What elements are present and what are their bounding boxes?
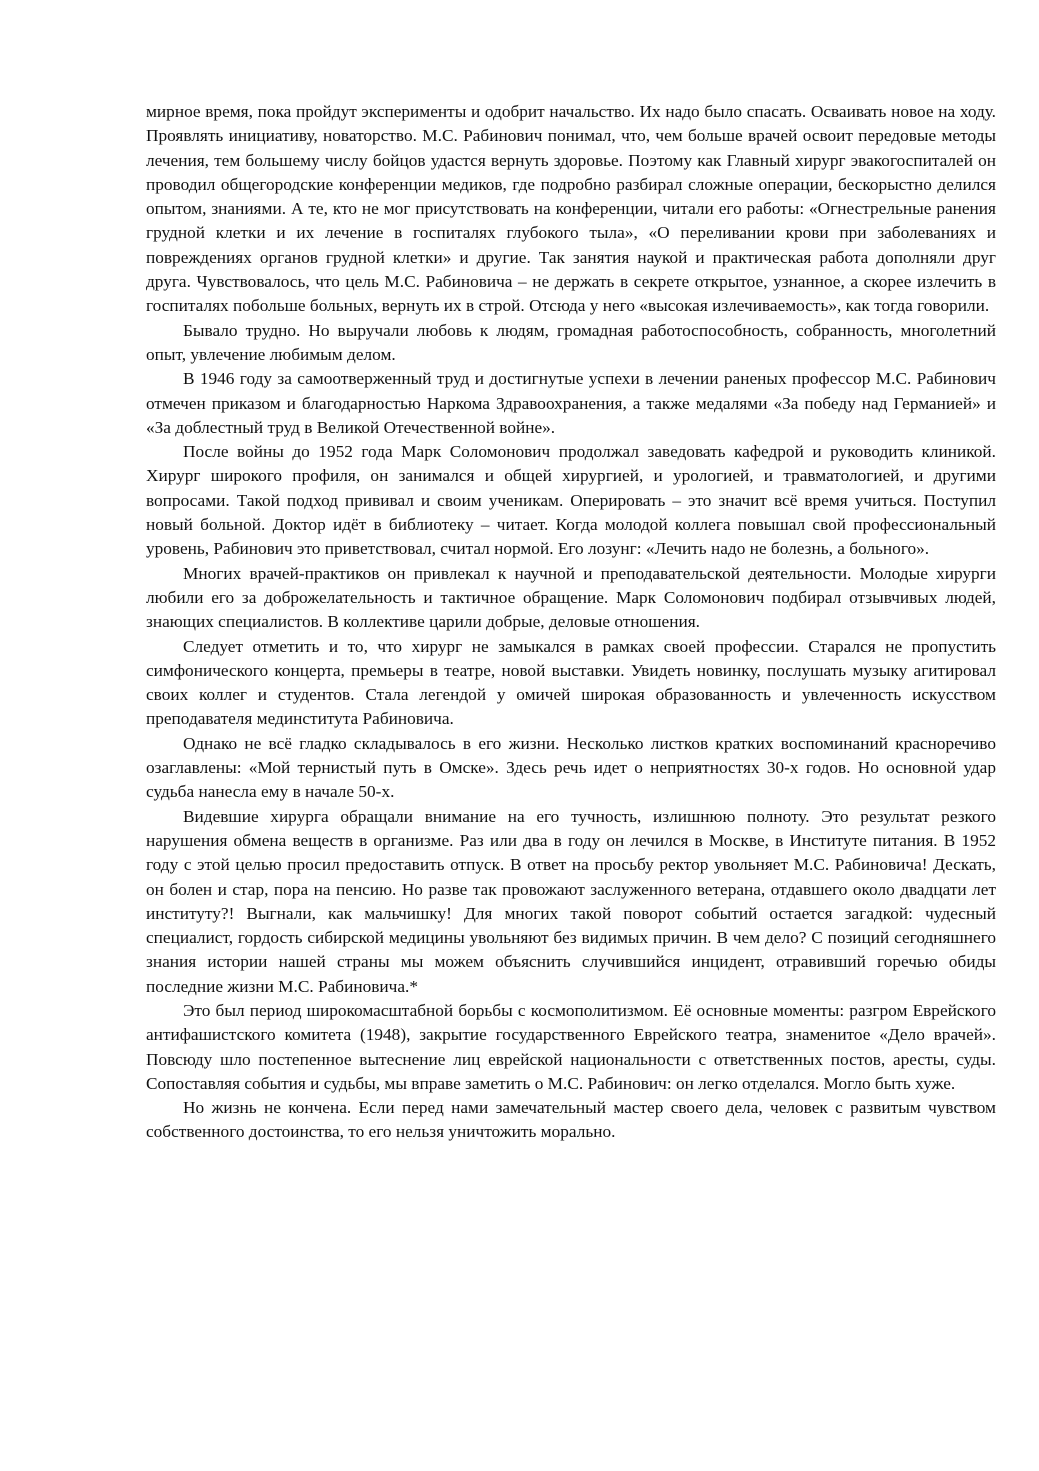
paragraph-9: Это был период широкомасштабной борьбы с космополитизмом. Её основные моменты: разгром Еврейского антифашистского комитета (1948), закрытие государственного Еврейского театра, знаменитое «Дело врачей». Повсюду шло постепенное вытеснение лиц еврейской национальности с ответственных постов, аресты, суды. Сопоставляя события и судьбы, мы вправе заметить о М.С. Рабинович: он легко отделался. Могло быть хуже. [146,1000,996,1093]
paragraph-2: Бывало трудно. Но выручали любовь к людям, громадная работоспособность, собранность, многолетний опыт, увлечение любимым делом. [146,320,996,364]
paragraph-8: Видевшие хирурга обращали внимание на его тучность, излишнюю полноту. Это результат резкого нарушения обмена веществ в организме. Раз или два в году он лечился в Москве, в Институте питания. В 1952 году с этой целью просил предоставить отпуск. В ответ на просьбу ректор увольняет М.С. Рабиновича! Дескать, он болен и стар, пора на пенсию. Но разве так провожают заслуженного ветерана, отдавшего около двадцати лет институту?! Выгнали, как мальчишку! Для многих такой поворот событий остается загадкой: чудесный специалист, гордость сибирской медицины увольняют без видимых причин. В чем дело? С позиций сегодняшнего знания истории нашей страны мы можем объяснить случившийся инцидент, отравивший горечью обиды последние жизни М.С. Рабиновича.* [146,806,996,996]
paragraph-3: В 1946 году за самоотверженный труд и достигнутые успехи в лечении раненых профессор М.С. Рабинович отмечен приказом и благодарностью Наркома Здравоохранения, а также медалями «За победу над Германией» и «За доблестный труд в Великой Отечественной войне». [146,369,996,437]
paragraph-6: Следует отметить и то, что хирург не замыкался в рамках своей профессии. Старался не пропустить симфонического концерта, премьеры в театре, новой выставки. Увидеть новинку, послушать музыку агитировал своих коллег и студентов. Стала легендой у омичей широкая образованность и увлеченность искусством преподавателя мединститута Рабиновича. [146,636,996,729]
paragraph-5: Многих врачей-практиков он привлекал к научной и преподавательской деятельности. Молодые хирурги любили его за доброжелательность и тактичное обращение. Марк Соломонович подбирал отзывчивых людей, знающих специалистов. В коллективе царили добрые, деловые отношения. [146,563,996,632]
paragraph-10: Но жизнь не кончена. Если перед нами замечательный мастер своего дела, человек с развитым чувством собственного достоинства, то его нельзя уничтожить морально. [146,1098,996,1142]
document-page [146,100,996,1145]
paragraph-7: Однако не всё гладко складывалось в его жизни. Несколько листков кратких воспоминаний красноречиво озаглавлены: «Мой тернистый путь в Омске». Здесь речь идет о неприятностях 30-х годов. Но основной удар судьба нанесла ему в начале 50-х. [146,733,996,802]
paragraph-4: После войны до 1952 года Марк Соломонович продолжал заведовать кафедрой и руководить клиникой. Хирург широкого профиля, он занимался и общей хирургией, и урологией, и травматологией, и другими вопросами. Такой подход прививал и своим ученикам. Оперировать – это значит всё время учиться. Поступил новый больной. Доктор идёт в библиотеку – читает. Когда молодой коллега повышал свой профессиональный уровень, Рабинович это приветствовал, считал нормой. Его лозунг: «Лечить надо не болезнь, а больного». [146,442,996,559]
paragraph-1: мирное время, пока пройдут эксперименты и одобрит начальство. Их надо было спасать. Осваивать новое на ходу. Проявлять инициативу, новаторство. М.С. Рабинович понимал, что, чем больше врачей освоит передовые методы лечения, тем большему числу бойцов удастся вернуть здоровье. Поэтому как Главный хирург эвакогоспиталей он проводил общегородские конференции медиков, где подробно разбирал сложные операции, бескорыстно делился опытом, знаниями. А те, кто не мог присутствовать на конференции, читали его работы: «Огнестрельные ранения грудной клетки и их лечение в госпиталях глубокого тыла», «О переливании крови при заболеваниях и повреждениях органов грудной клетки» и другие. Так занятия наукой и практическая работа дополняли друг друга. Чувствовалось, что цель М.С. Рабиновича – не держать в секрете открытое, узнанное, а скорее излечить в госпиталях побольше больных, вернуть их в строй. Отсюда у него «высокая излечиваемость», как тогда говорили. [146,102,996,316]
